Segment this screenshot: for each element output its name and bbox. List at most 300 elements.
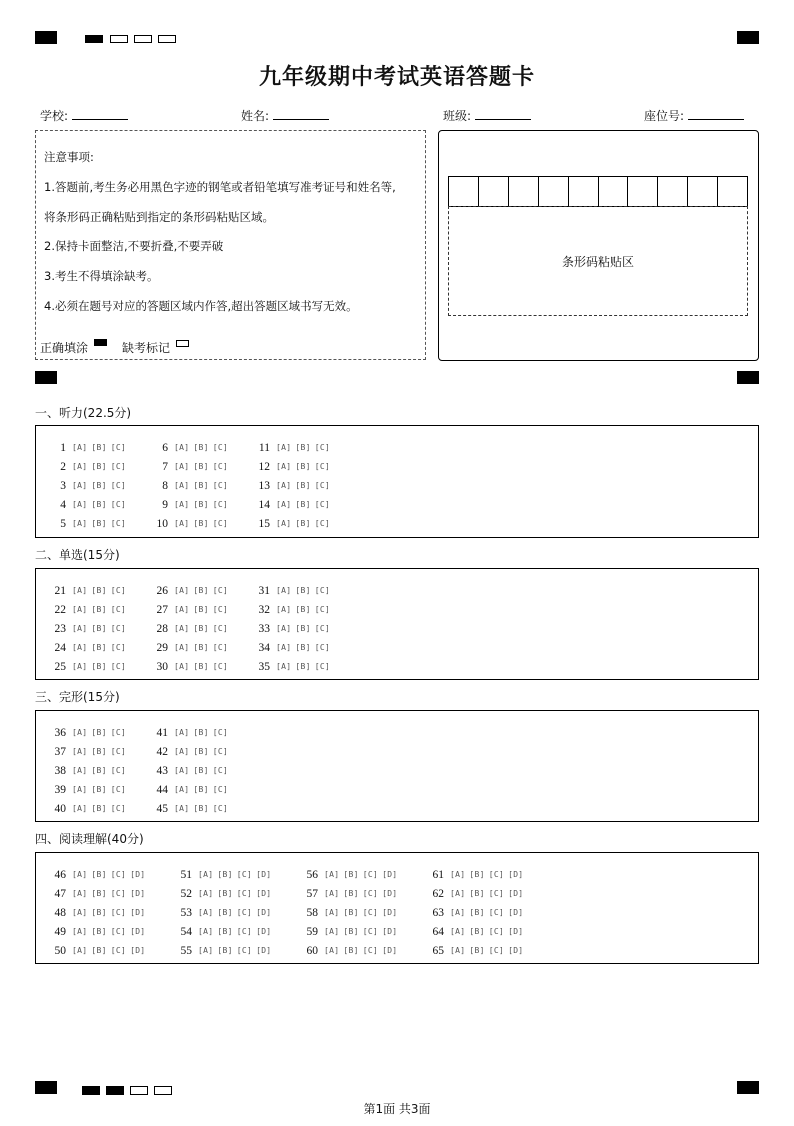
answer-option-bubble[interactable]: [B] xyxy=(91,785,107,794)
class-input-line[interactable] xyxy=(475,109,531,120)
legend-correct-label: 正确填涂 xyxy=(40,341,89,355)
answer-option-bubble[interactable]: [B] xyxy=(469,870,485,879)
question-row xyxy=(240,437,334,454)
answer-option-bubble[interactable]: [B] xyxy=(193,804,209,813)
answer-option-bubble[interactable]: [A] xyxy=(174,728,190,737)
question-row xyxy=(36,883,149,900)
class-field[interactable] xyxy=(443,107,531,124)
answer-option-bubble[interactable]: [B] xyxy=(295,500,311,509)
answer-option-bubble[interactable]: [B] xyxy=(469,908,485,917)
answer-option-bubble[interactable]: [C] xyxy=(110,519,127,528)
question-row xyxy=(240,456,334,473)
question-row xyxy=(240,656,334,673)
question-number: 63 xyxy=(432,906,444,919)
seat-input-line[interactable] xyxy=(688,109,744,120)
answer-option-bubble[interactable]: [A] xyxy=(198,946,214,955)
answer-option-bubble[interactable]: [B] xyxy=(91,766,107,775)
corner-mark-bottom-right xyxy=(737,1081,759,1094)
name-input-line[interactable] xyxy=(273,109,329,120)
answer-option-bubble[interactable]: [B] xyxy=(343,946,359,955)
answer-option-bubble[interactable]: [C] xyxy=(212,605,229,614)
answer-option-bubble[interactable]: [C] xyxy=(110,804,127,813)
name-field[interactable] xyxy=(241,107,329,124)
answer-option-bubble[interactable]: [D] xyxy=(130,927,146,936)
answer-option-bubble[interactable]: [C] xyxy=(488,870,505,879)
section-title-reading: 四、阅读理解(40分) xyxy=(35,832,144,846)
answer-option-bubble[interactable]: [B] xyxy=(91,747,107,756)
answer-option-bubble[interactable]: [D] xyxy=(508,870,524,879)
answer-option-bubble[interactable]: [B] xyxy=(193,443,209,452)
question-row xyxy=(138,580,232,597)
answer-option-bubble[interactable]: [D] xyxy=(256,908,272,917)
page-mark-bottom-1 xyxy=(82,1086,100,1095)
answer-option-bubble[interactable]: [C] xyxy=(314,519,331,528)
question-number: 31 xyxy=(258,584,270,597)
answer-option-bubble[interactable]: [A] xyxy=(72,766,88,775)
answer-option-bubble[interactable]: [C] xyxy=(314,643,331,652)
answer-option-bubble[interactable]: [B] xyxy=(295,662,311,671)
question-number: 4 xyxy=(60,498,66,511)
answer-option-bubble[interactable]: [C] xyxy=(362,946,379,955)
answer-option-bubble[interactable]: [B] xyxy=(91,946,107,955)
answer-option-bubble[interactable]: [A] xyxy=(174,747,190,756)
answer-option-bubble[interactable]: [B] xyxy=(91,908,107,917)
answer-option-bubble[interactable]: [A] xyxy=(72,662,88,671)
answer-option-bubble[interactable]: [B] xyxy=(91,519,107,528)
answer-option-bubble[interactable]: [C] xyxy=(212,586,229,595)
answer-option-bubble[interactable]: [B] xyxy=(295,443,311,452)
answer-option-bubble[interactable]: [A] xyxy=(324,927,340,936)
question-number: 27 xyxy=(156,603,168,616)
question-number: 26 xyxy=(156,584,168,597)
answer-option-bubble[interactable]: [D] xyxy=(382,946,398,955)
question-number: 2 xyxy=(60,460,66,473)
answer-option-bubble[interactable]: [A] xyxy=(276,462,292,471)
answer-option-bubble[interactable]: [C] xyxy=(110,728,127,737)
answer-option-bubble[interactable]: [A] xyxy=(174,766,190,775)
answer-option-bubble[interactable]: [D] xyxy=(382,927,398,936)
answer-option-bubble[interactable]: [B] xyxy=(343,870,359,879)
exam-number-cell[interactable] xyxy=(717,176,748,207)
answer-option-bubble[interactable]: [A] xyxy=(450,908,466,917)
answer-option-bubble[interactable]: [A] xyxy=(198,870,214,879)
answer-option-bubble[interactable]: [C] xyxy=(362,927,379,936)
answer-option-bubble[interactable]: [A] xyxy=(174,500,190,509)
answer-option-bubble[interactable]: [A] xyxy=(72,643,88,652)
question-row xyxy=(138,494,232,511)
answer-option-bubble[interactable]: [D] xyxy=(256,870,272,879)
legend-absent-label: 缺考标记 xyxy=(122,341,171,355)
answer-option-bubble[interactable]: [C] xyxy=(110,605,127,614)
question-number: 8 xyxy=(162,479,168,492)
answer-option-bubble[interactable]: [A] xyxy=(450,927,466,936)
question-row xyxy=(36,513,130,530)
answer-option-bubble[interactable]: [D] xyxy=(130,946,146,955)
question-row xyxy=(288,902,401,919)
question-row xyxy=(138,741,232,758)
exam-number-cell[interactable] xyxy=(627,176,657,207)
answer-option-bubble[interactable]: [B] xyxy=(193,605,209,614)
answer-option-bubble[interactable]: [B] xyxy=(193,766,209,775)
answer-option-bubble[interactable]: [C] xyxy=(110,662,127,671)
answer-option-bubble[interactable]: [A] xyxy=(72,519,88,528)
answer-option-bubble[interactable]: [B] xyxy=(91,443,107,452)
answer-option-bubble[interactable]: [D] xyxy=(256,927,272,936)
answer-option-bubble[interactable]: [B] xyxy=(91,605,107,614)
exam-number-cell[interactable] xyxy=(598,176,628,207)
question-row xyxy=(36,722,130,739)
answer-option-bubble[interactable]: [A] xyxy=(72,870,88,879)
side-mark-right xyxy=(737,371,759,384)
answer-option-bubble[interactable]: [A] xyxy=(72,605,88,614)
answer-option-bubble[interactable]: [B] xyxy=(193,519,209,528)
answer-option-bubble[interactable]: [A] xyxy=(72,500,88,509)
answer-option-bubble[interactable]: [B] xyxy=(217,870,233,879)
answer-option-bubble[interactable]: [C] xyxy=(314,624,331,633)
answer-option-bubble[interactable]: [A] xyxy=(174,804,190,813)
answer-option-bubble[interactable]: [C] xyxy=(212,481,229,490)
answer-option-bubble[interactable]: [C] xyxy=(212,785,229,794)
page-footer: 第1面 共3面 xyxy=(363,1102,431,1116)
answer-option-bubble[interactable]: [D] xyxy=(508,927,524,936)
answer-option-bubble[interactable]: [B] xyxy=(295,605,311,614)
answer-option-bubble[interactable]: [A] xyxy=(276,643,292,652)
answer-option-bubble[interactable]: [C] xyxy=(110,624,127,633)
question-number: 7 xyxy=(162,460,168,473)
answer-option-bubble[interactable]: [C] xyxy=(314,481,331,490)
answer-option-bubble[interactable]: [B] xyxy=(217,889,233,898)
question-row xyxy=(36,656,130,673)
answer-option-bubble[interactable]: [D] xyxy=(130,908,146,917)
answer-option-bubble[interactable]: [C] xyxy=(110,586,127,595)
question-row xyxy=(138,637,232,654)
question-number: 61 xyxy=(432,868,444,881)
answer-option-bubble[interactable]: [C] xyxy=(212,766,229,775)
answer-option-bubble[interactable]: [C] xyxy=(110,870,127,879)
answer-option-bubble[interactable]: [A] xyxy=(174,785,190,794)
question-row xyxy=(36,940,149,957)
answer-option-bubble[interactable]: [C] xyxy=(236,927,253,936)
answer-option-bubble[interactable]: [A] xyxy=(72,728,88,737)
answer-option-bubble[interactable]: [B] xyxy=(295,643,311,652)
answer-option-bubble[interactable]: [C] xyxy=(314,443,331,452)
answer-option-bubble[interactable]: [D] xyxy=(256,889,272,898)
barcode-label: 条形码粘贴区 xyxy=(561,254,634,269)
answer-option-bubble[interactable]: [C] xyxy=(110,747,127,756)
school-field[interactable] xyxy=(40,107,128,124)
answer-option-bubble[interactable]: [A] xyxy=(72,908,88,917)
answer-option-bubble[interactable]: [C] xyxy=(236,889,253,898)
answer-option-bubble[interactable]: [C] xyxy=(212,728,229,737)
answer-option-bubble[interactable]: [A] xyxy=(174,643,190,652)
answer-option-bubble[interactable]: [B] xyxy=(193,785,209,794)
answer-option-bubble[interactable]: [C] xyxy=(314,462,331,471)
answer-option-bubble[interactable]: [A] xyxy=(450,889,466,898)
answer-option-bubble[interactable]: [B] xyxy=(91,586,107,595)
answer-option-bubble[interactable]: [A] xyxy=(198,908,214,917)
question-row xyxy=(240,513,334,530)
answer-option-bubble[interactable]: [A] xyxy=(72,462,88,471)
question-number: 24 xyxy=(54,641,66,654)
answer-option-bubble[interactable]: [D] xyxy=(382,870,398,879)
answer-option-bubble[interactable]: [A] xyxy=(174,481,190,490)
page-mark-bottom-2 xyxy=(106,1086,124,1095)
answer-option-bubble[interactable]: [C] xyxy=(110,443,127,452)
answer-option-bubble[interactable]: [B] xyxy=(343,889,359,898)
question-row xyxy=(240,618,334,635)
answer-option-bubble[interactable]: [C] xyxy=(110,889,127,898)
answer-option-bubble[interactable]: [D] xyxy=(508,908,524,917)
answer-option-bubble[interactable]: [B] xyxy=(295,462,311,471)
question-number: 46 xyxy=(54,868,66,881)
answer-option-bubble[interactable]: [A] xyxy=(72,927,88,936)
question-number: 37 xyxy=(54,745,66,758)
question-row xyxy=(36,760,130,777)
answer-option-bubble[interactable]: [B] xyxy=(193,500,209,509)
question-number: 65 xyxy=(432,944,444,957)
answer-option-bubble[interactable]: [B] xyxy=(193,728,209,737)
question-row xyxy=(36,618,130,635)
barcode-paste-area xyxy=(448,206,748,316)
answer-option-bubble[interactable]: [B] xyxy=(193,481,209,490)
question-number: 49 xyxy=(54,925,66,938)
answer-option-bubble[interactable]: [C] xyxy=(212,804,229,813)
answer-option-bubble[interactable]: [B] xyxy=(91,624,107,633)
answer-option-bubble[interactable]: [B] xyxy=(91,889,107,898)
answer-option-bubble[interactable]: [B] xyxy=(343,908,359,917)
answer-option-bubble[interactable]: [A] xyxy=(174,662,190,671)
notice-box xyxy=(35,130,426,360)
answer-option-bubble[interactable]: [B] xyxy=(217,908,233,917)
answer-option-bubble[interactable]: [A] xyxy=(276,500,292,509)
answer-option-bubble[interactable]: [A] xyxy=(276,662,292,671)
answer-option-bubble[interactable]: [C] xyxy=(314,605,331,614)
exam-number-cell[interactable] xyxy=(687,176,717,207)
answer-option-bubble[interactable]: [C] xyxy=(314,662,331,671)
answer-option-bubble[interactable]: [B] xyxy=(193,586,209,595)
page-mark-top-3 xyxy=(134,35,152,43)
answer-option-bubble[interactable]: [C] xyxy=(212,462,229,471)
answer-option-bubble[interactable]: [A] xyxy=(324,946,340,955)
answer-option-bubble[interactable]: [A] xyxy=(174,624,190,633)
answer-option-bubble[interactable]: [C] xyxy=(110,481,127,490)
answer-option-bubble[interactable]: [B] xyxy=(217,946,233,955)
answer-option-bubble[interactable]: [C] xyxy=(488,908,505,917)
answer-option-bubble[interactable]: [C] xyxy=(212,662,229,671)
answer-option-bubble[interactable]: [B] xyxy=(295,481,311,490)
answer-option-bubble[interactable]: [A] xyxy=(72,443,88,452)
answer-option-bubble[interactable]: [C] xyxy=(488,889,505,898)
answer-option-bubble[interactable]: [D] xyxy=(382,889,398,898)
section-title-single-choice: 二、单选(15分) xyxy=(35,548,120,562)
answer-option-bubble[interactable]: [B] xyxy=(91,728,107,737)
answer-option-bubble[interactable]: [C] xyxy=(488,946,505,955)
answer-option-bubble[interactable]: [A] xyxy=(72,946,88,955)
question-row xyxy=(36,494,130,511)
answer-option-bubble[interactable]: [A] xyxy=(72,804,88,813)
answer-option-bubble[interactable]: [B] xyxy=(91,927,107,936)
answer-option-bubble[interactable]: [C] xyxy=(212,519,229,528)
answer-option-bubble[interactable]: [B] xyxy=(91,462,107,471)
answer-option-bubble[interactable]: [B] xyxy=(217,927,233,936)
question-number: 56 xyxy=(306,868,318,881)
question-row xyxy=(162,940,275,957)
question-number: 14 xyxy=(258,498,270,511)
question-number: 21 xyxy=(54,584,66,597)
question-row xyxy=(36,779,130,796)
absent-mark-box[interactable] xyxy=(176,340,189,347)
answer-option-bubble[interactable]: [A] xyxy=(72,785,88,794)
answer-option-bubble[interactable]: [B] xyxy=(193,747,209,756)
answer-option-bubble[interactable]: [A] xyxy=(324,908,340,917)
answer-option-bubble[interactable]: [C] xyxy=(110,500,127,509)
question-number: 64 xyxy=(432,925,444,938)
answer-option-bubble[interactable]: [D] xyxy=(508,889,524,898)
answer-option-bubble[interactable]: [C] xyxy=(110,908,127,917)
answer-option-bubble[interactable]: [C] xyxy=(110,946,127,955)
answer-option-bubble[interactable]: [C] xyxy=(488,927,505,936)
exam-number-cell[interactable] xyxy=(538,176,568,207)
answer-option-bubble[interactable]: [C] xyxy=(110,462,127,471)
answer-option-bubble[interactable]: [A] xyxy=(276,519,292,528)
answer-option-bubble[interactable]: [C] xyxy=(110,643,127,652)
question-row xyxy=(138,779,232,796)
question-row xyxy=(36,921,149,938)
question-number: 25 xyxy=(54,660,66,673)
answer-option-bubble[interactable]: [A] xyxy=(276,624,292,633)
answer-option-bubble[interactable]: [A] xyxy=(72,586,88,595)
answer-option-bubble[interactable]: [A] xyxy=(174,605,190,614)
question-row xyxy=(138,722,232,739)
answer-option-bubble[interactable]: [B] xyxy=(193,643,209,652)
answer-option-bubble[interactable]: [A] xyxy=(450,870,466,879)
answer-option-bubble[interactable]: [C] xyxy=(110,766,127,775)
question-number: 3 xyxy=(60,479,66,492)
answer-option-bubble[interactable]: [C] xyxy=(362,870,379,879)
answer-option-bubble[interactable]: [A] xyxy=(72,481,88,490)
answer-option-bubble[interactable]: [C] xyxy=(212,500,229,509)
question-number: 36 xyxy=(54,726,66,739)
answer-option-bubble[interactable]: [C] xyxy=(236,870,253,879)
question-row xyxy=(288,921,401,938)
exam-number-cell[interactable] xyxy=(568,176,598,207)
answer-option-bubble[interactable]: [B] xyxy=(295,624,311,633)
notice-line-1: 1.答题前,考生务必用黑色字迹的钢笔或者铅笔填写准考证号和姓名等, xyxy=(44,180,396,194)
answer-option-bubble[interactable]: [A] xyxy=(276,443,292,452)
answer-option-bubble[interactable]: [A] xyxy=(174,519,190,528)
answer-option-bubble[interactable]: [C] xyxy=(212,747,229,756)
page-mark-top-1 xyxy=(85,35,103,43)
answer-option-bubble[interactable]: [C] xyxy=(212,624,229,633)
side-mark-left xyxy=(35,371,57,384)
answer-option-bubble[interactable]: [C] xyxy=(236,946,253,955)
answer-option-bubble[interactable]: [D] xyxy=(256,946,272,955)
answer-option-bubble[interactable]: [A] xyxy=(276,481,292,490)
question-row xyxy=(414,864,527,881)
answer-option-bubble[interactable]: [A] xyxy=(198,889,214,898)
answer-option-bubble[interactable]: [B] xyxy=(193,462,209,471)
answer-option-bubble[interactable]: [C] xyxy=(362,889,379,898)
answer-option-bubble[interactable]: [D] xyxy=(130,889,146,898)
answer-option-bubble[interactable]: [A] xyxy=(72,747,88,756)
question-number: 60 xyxy=(306,944,318,957)
answer-option-bubble[interactable]: [C] xyxy=(212,643,229,652)
answer-option-bubble[interactable]: [B] xyxy=(343,927,359,936)
question-number: 57 xyxy=(306,887,318,900)
page-title: 九年级期中考试英语答题卡 xyxy=(258,65,535,90)
question-row xyxy=(138,599,232,616)
answer-option-bubble[interactable]: [C] xyxy=(362,908,379,917)
answer-option-bubble[interactable]: [C] xyxy=(212,443,229,452)
answer-option-bubble[interactable]: [A] xyxy=(450,946,466,955)
answer-option-bubble[interactable]: [A] xyxy=(324,870,340,879)
answer-option-bubble[interactable]: [B] xyxy=(469,927,485,936)
answer-option-bubble[interactable]: [B] xyxy=(193,662,209,671)
seat-field[interactable] xyxy=(644,107,744,124)
answer-option-bubble[interactable]: [B] xyxy=(91,662,107,671)
answer-option-bubble[interactable]: [D] xyxy=(130,870,146,879)
question-number: 53 xyxy=(180,906,192,919)
answer-option-bubble[interactable]: [B] xyxy=(91,870,107,879)
question-row xyxy=(138,760,232,777)
question-row xyxy=(36,437,130,454)
question-row xyxy=(414,921,527,938)
class-label: 班级: xyxy=(443,109,472,123)
question-row xyxy=(240,637,334,654)
answer-option-bubble[interactable]: [A] xyxy=(174,443,190,452)
answer-option-bubble[interactable]: [C] xyxy=(110,927,127,936)
exam-number-cell[interactable] xyxy=(478,176,508,207)
answer-option-bubble[interactable]: [B] xyxy=(91,500,107,509)
notice-line-5: 4.必须在题号对应的答题区域内作答,超出答题区域书写无效。 xyxy=(44,299,358,313)
answer-option-bubble[interactable]: [A] xyxy=(174,586,190,595)
exam-number-cell[interactable] xyxy=(657,176,687,207)
answer-option-bubble[interactable]: [A] xyxy=(276,605,292,614)
answer-option-bubble[interactable]: [B] xyxy=(469,889,485,898)
question-number: 10 xyxy=(156,517,168,530)
answer-option-bubble[interactable]: [B] xyxy=(91,481,107,490)
answer-option-bubble[interactable]: [C] xyxy=(236,908,253,917)
answer-box-reading xyxy=(35,852,759,964)
question-number: 59 xyxy=(306,925,318,938)
question-row xyxy=(240,475,334,492)
answer-option-bubble[interactable]: [A] xyxy=(276,586,292,595)
answer-option-bubble[interactable]: [C] xyxy=(314,586,331,595)
question-number: 35 xyxy=(258,660,270,673)
answer-option-bubble[interactable]: [B] xyxy=(91,804,107,813)
answer-option-bubble[interactable]: [A] xyxy=(198,927,214,936)
answer-option-bubble[interactable]: [D] xyxy=(508,946,524,955)
answer-option-bubble[interactable]: [D] xyxy=(382,908,398,917)
answer-option-bubble[interactable]: [B] xyxy=(193,624,209,633)
answer-option-bubble[interactable]: [B] xyxy=(469,946,485,955)
answer-option-bubble[interactable]: [A] xyxy=(324,889,340,898)
answer-option-bubble[interactable]: [B] xyxy=(91,643,107,652)
answer-option-bubble[interactable]: [B] xyxy=(295,519,311,528)
school-input-line[interactable] xyxy=(72,109,128,120)
answer-option-bubble[interactable]: [A] xyxy=(174,462,190,471)
legend-correct-swatch xyxy=(94,339,107,346)
question-number: 38 xyxy=(54,764,66,777)
answer-option-bubble[interactable]: [A] xyxy=(72,624,88,633)
exam-number-cell[interactable] xyxy=(448,176,478,207)
question-number: 39 xyxy=(54,783,66,796)
answer-option-bubble[interactable]: [A] xyxy=(72,889,88,898)
answer-option-bubble[interactable]: [B] xyxy=(295,586,311,595)
answer-option-bubble[interactable]: [C] xyxy=(314,500,331,509)
answer-option-bubble[interactable]: [C] xyxy=(110,785,127,794)
exam-number-cell[interactable] xyxy=(508,176,538,207)
